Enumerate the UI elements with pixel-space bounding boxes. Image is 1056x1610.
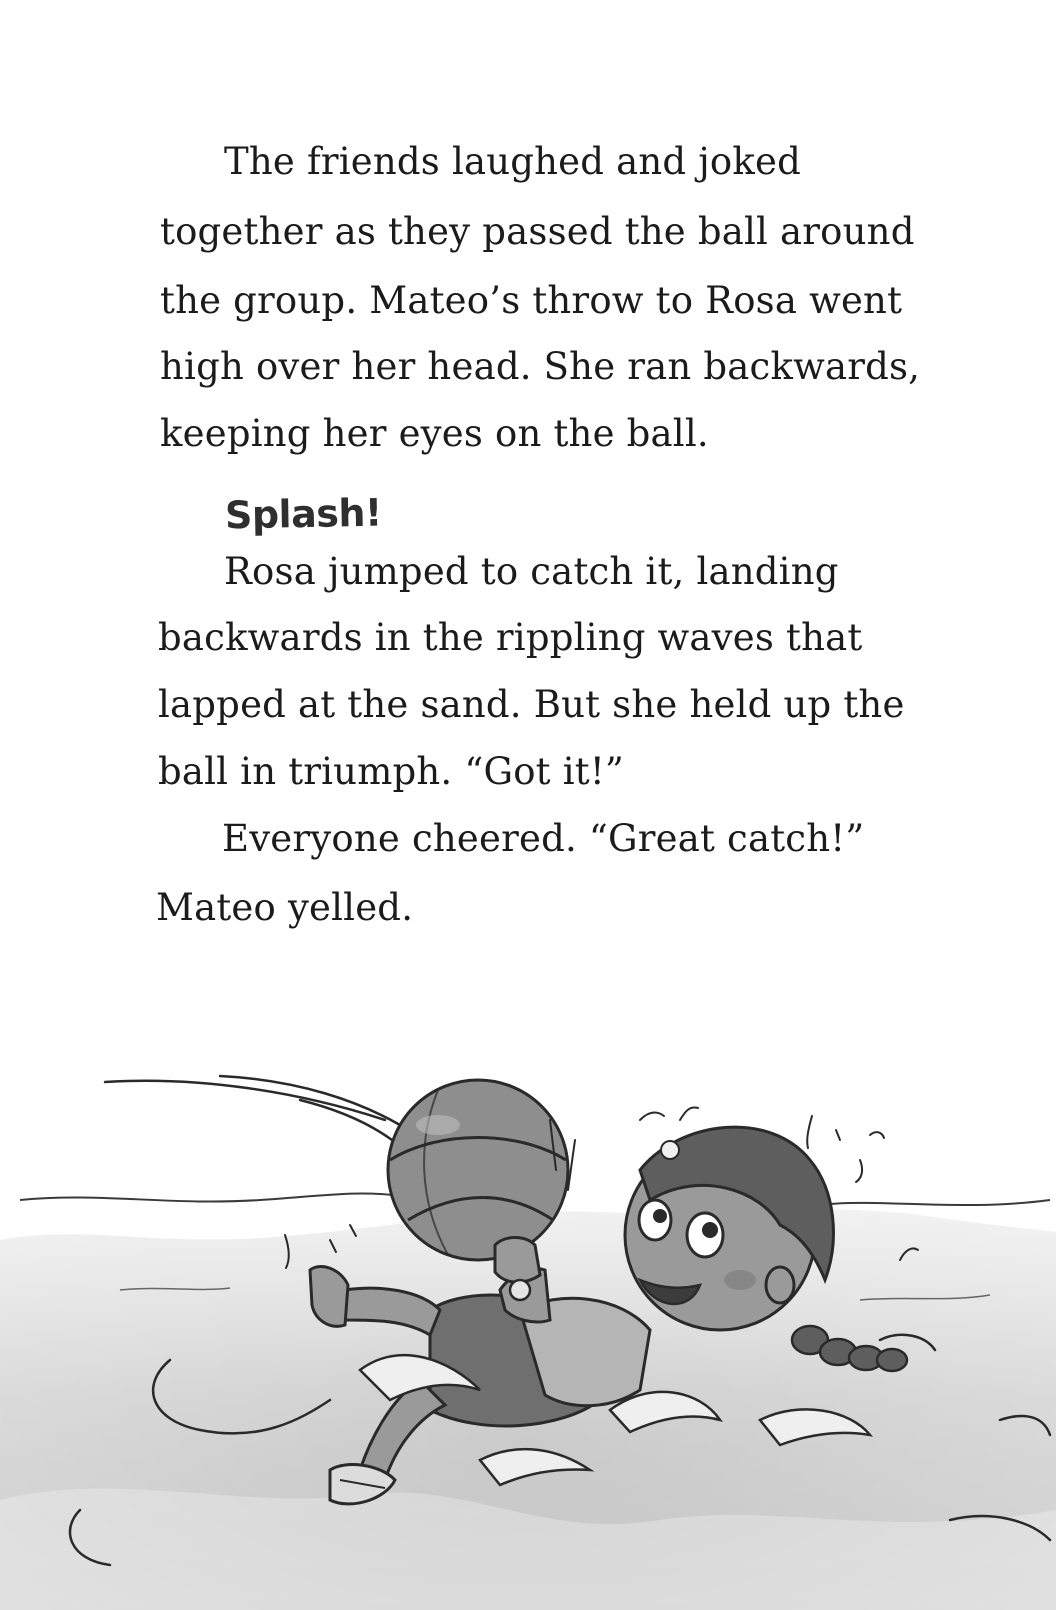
- paragraph-3-line-1: Everyone cheered. “Great catch!”: [222, 817, 865, 860]
- paragraph-2-line-4: ball in triumph. “Got it!”: [158, 750, 625, 793]
- paragraph-1-line-4: high over her head. She ran backwards,: [160, 345, 921, 388]
- motion-lines: [105, 1076, 400, 1140]
- beach-ball: [388, 1080, 568, 1260]
- paragraph-2-line-1: Rosa jumped to catch it, landing: [224, 550, 839, 593]
- paragraph-1-line-1: The friends laughed and joked: [224, 140, 802, 183]
- paragraph-1-line-3: the group. Mateo’s throw to Rosa went: [160, 279, 903, 322]
- paragraph-3-line-2: Mateo yelled.: [156, 886, 414, 929]
- paragraph-1-line-2: together as they passed the ball around: [160, 210, 915, 253]
- paragraph-2-line-2: backwards in the rippling waves that: [158, 616, 863, 659]
- sound-effect-splash: Splash!: [224, 490, 383, 538]
- beach-splash-illustration: [0, 1040, 1056, 1610]
- paragraph-1-line-5: keeping her eyes on the ball.: [160, 412, 709, 455]
- paragraph-2-line-3: lapped at the sand. But she held up the: [158, 683, 905, 726]
